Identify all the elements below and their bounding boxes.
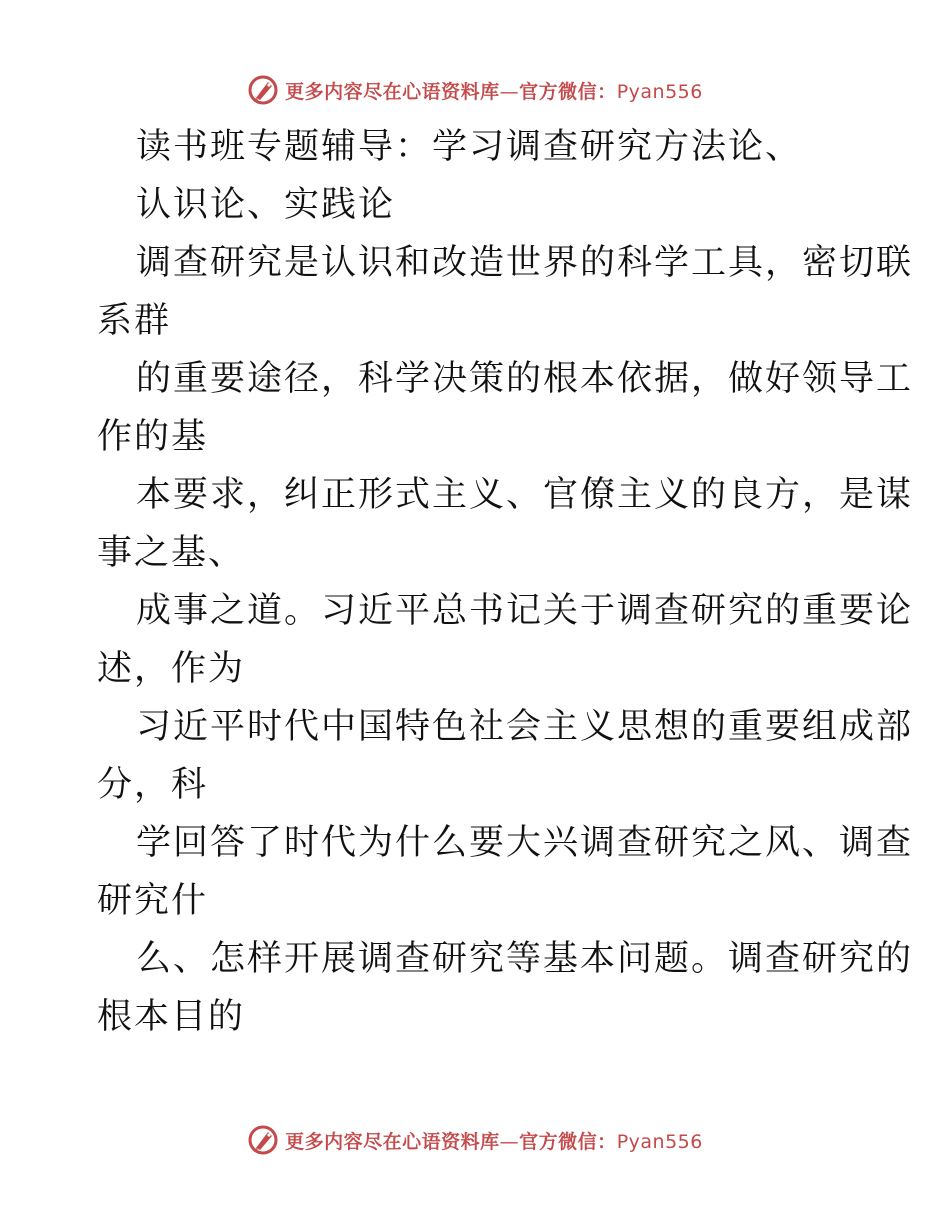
text-line: 分，科	[97, 765, 209, 805]
pen-nib-logo-icon	[247, 1124, 279, 1156]
footer-banner-text	[285, 1127, 703, 1154]
text-line: 系群	[97, 301, 172, 341]
footer-wechat-label: 官方微信：	[519, 1130, 617, 1153]
text-line: 述，作为	[97, 649, 246, 689]
text-line: 调查研究是认识和改造世界的科学工具，密切联	[136, 243, 914, 283]
text-line: 事之基、	[97, 533, 246, 573]
text-line: 认识论、实践论	[136, 185, 396, 225]
text-line: 作的基	[97, 417, 209, 457]
header-brand: 更多内容尽在心语资料库	[285, 80, 500, 103]
header-dash: —	[499, 80, 520, 103]
header-wechat-id: Pyan556	[616, 80, 703, 103]
text-line: 本要求，纠正形式主义、官僚主义的良方，是谋	[136, 475, 914, 515]
text-line: 成事之道。习近平总书记关于调查研究的重要论	[136, 591, 914, 631]
footer-banner	[0, 1122, 950, 1158]
header-banner	[0, 72, 950, 108]
text-line: 学回答了时代为什么要大兴调查研究之风、调查	[136, 823, 914, 863]
pen-nib-logo-icon	[247, 74, 279, 106]
footer-wechat-id: Pyan556	[616, 1130, 703, 1153]
text-line: 根本目的	[97, 997, 246, 1037]
text-line: 研究什	[97, 881, 209, 921]
footer-dash: —	[499, 1130, 520, 1153]
header-wechat-label: 官方微信：	[519, 80, 617, 103]
document-body	[97, 118, 914, 1046]
text-line: 习近平时代中国特色社会主义思想的重要组成部	[136, 707, 914, 747]
text-line: 么、怎样开展调查研究等基本问题。调查研究的	[136, 939, 914, 979]
footer-brand: 更多内容尽在心语资料库	[285, 1130, 500, 1153]
text-line: 的重要途径，科学决策的根本依据，做好领导工	[136, 359, 914, 399]
text-line: 读书班专题辅导：学习调查研究方法论、	[136, 127, 803, 167]
header-banner-text	[285, 77, 703, 104]
